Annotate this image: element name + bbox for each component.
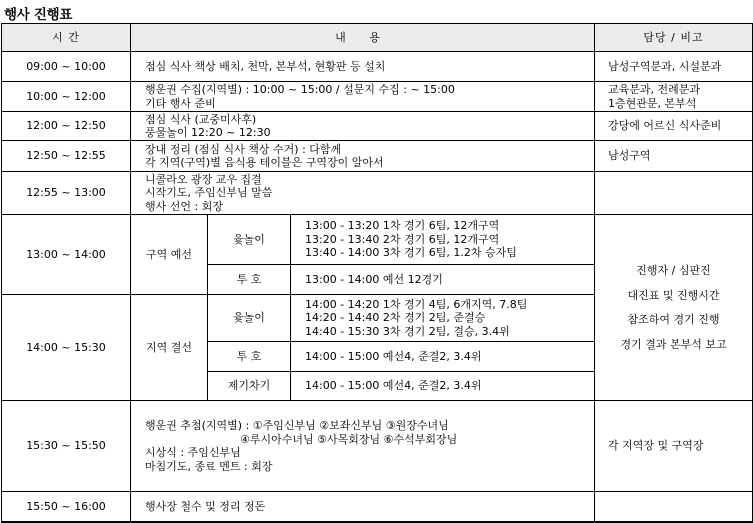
table-row — [2, 52, 753, 82]
header-time: 시 간 — [2, 24, 131, 52]
game-details: 14:00 - 15:00 예선4, 준결2, 3.4위 — [291, 372, 595, 401]
game-name: 투 호 — [208, 265, 291, 295]
row-time: 12:55 ~ 13:00 — [2, 172, 131, 215]
row-time: 15:30 ~ 15:50 — [2, 401, 131, 492]
row-time: 12:50 ~ 12:55 — [2, 141, 131, 172]
schedule-table — [1, 23, 753, 523]
game-name: 제기차기 — [208, 372, 291, 401]
game-category: 구역 예선 — [131, 215, 208, 295]
game-details: 13:00 - 13:20 1차 경기 6팀, 12개구역 13:20 - 13:40 2차 경기 6팀, 12개구역 13:40 - 14:00 3차 경기 6팀, 1.2차 승자팀 — [291, 215, 595, 265]
table-header-row — [2, 24, 753, 52]
table-row — [2, 401, 753, 492]
game-name: 투 호 — [208, 342, 291, 372]
row-time: 15:50 ~ 16:00 — [2, 492, 131, 522]
table-row — [2, 215, 753, 265]
row-note — [595, 172, 753, 215]
header-note: 담당 / 비고 — [595, 24, 753, 52]
row-content: 점심 식사 책상 배치, 천막, 본부석, 현황판 등 설치 — [131, 52, 595, 82]
row-content: 행운권 수집(지역별) : 10:00 ~ 15:00 / 설문지 수집 : ~ 15:00 기타 행사 준비 — [131, 82, 595, 112]
row-time: 09:00 ~ 10:00 — [2, 52, 131, 82]
game-name: 윷놀이 — [208, 295, 291, 342]
row-content: 행사장 철수 및 정리 정돈 — [131, 492, 595, 522]
table-row — [2, 82, 753, 112]
table-row — [2, 492, 753, 522]
game-details: 13:00 - 14:00 예선 12경기 — [291, 265, 595, 295]
row-time: 14:00 ~ 15:30 — [2, 295, 131, 401]
game-category: 지역 결선 — [131, 295, 208, 401]
row-content: 행운권 추첨(지역별) : ①주임신부님 ②보좌신부님 ③원장수녀님 ④루시아수녀님 ⑤사목회장님 ⑥수석부회장님 시상식 : 주임신부님 마침기도, 종료 멘트 : 회장 — [131, 401, 595, 492]
page-title: 행사 진행표 — [4, 7, 73, 23]
game-details: 14:00 - 14:20 1차 경기 4팀, 6개지역, 7.8팀 14:20 - 14:40 2차 경기 2팀, 준결승 14:40 - 15:30 3차 경기 2팀, 결승, 3.4위 — [291, 295, 595, 342]
table-row — [2, 141, 753, 172]
row-note: 강당에 어르신 식사준비 — [595, 112, 753, 141]
row-note: 교육분과, 전례분과 1층현관문, 본부석 — [595, 82, 753, 112]
row-content: 점심 식사 (교중미사후) 풍물놀이 12:20 ~ 12:30 — [131, 112, 595, 141]
header-content: 내 용 — [131, 24, 595, 52]
row-time: 12:00 ~ 12:50 — [2, 112, 131, 141]
row-time: 13:00 ~ 14:00 — [2, 215, 131, 295]
game-name: 윷놀이 — [208, 215, 291, 265]
table-row — [2, 112, 753, 141]
row-content: 니콜라오 광장 교우 집결 시작기도, 주임신부님 말씀 행사 선언 : 회장 — [131, 172, 595, 215]
row-time: 10:00 ~ 12:00 — [2, 82, 131, 112]
row-note: 각 지역장 및 구역장 — [595, 401, 753, 492]
row-note — [595, 492, 753, 522]
row-note: 남성구역 — [595, 141, 753, 172]
table-row — [2, 172, 753, 215]
row-note: 남성구역분과, 시설분과 — [595, 52, 753, 82]
games-note: 진행자 / 심판진 대진표 및 진행시간 참조하여 경기 진행 경기 결과 본부석 보고 — [595, 215, 753, 401]
game-details: 14:00 - 15:00 예선4, 준결2, 3.4위 — [291, 342, 595, 372]
row-content: 장내 정리 (점심 식사 책상 수거) : 다함께 각 지역(구역)별 음식용 테이블은 구역장이 알아서 — [131, 141, 595, 172]
